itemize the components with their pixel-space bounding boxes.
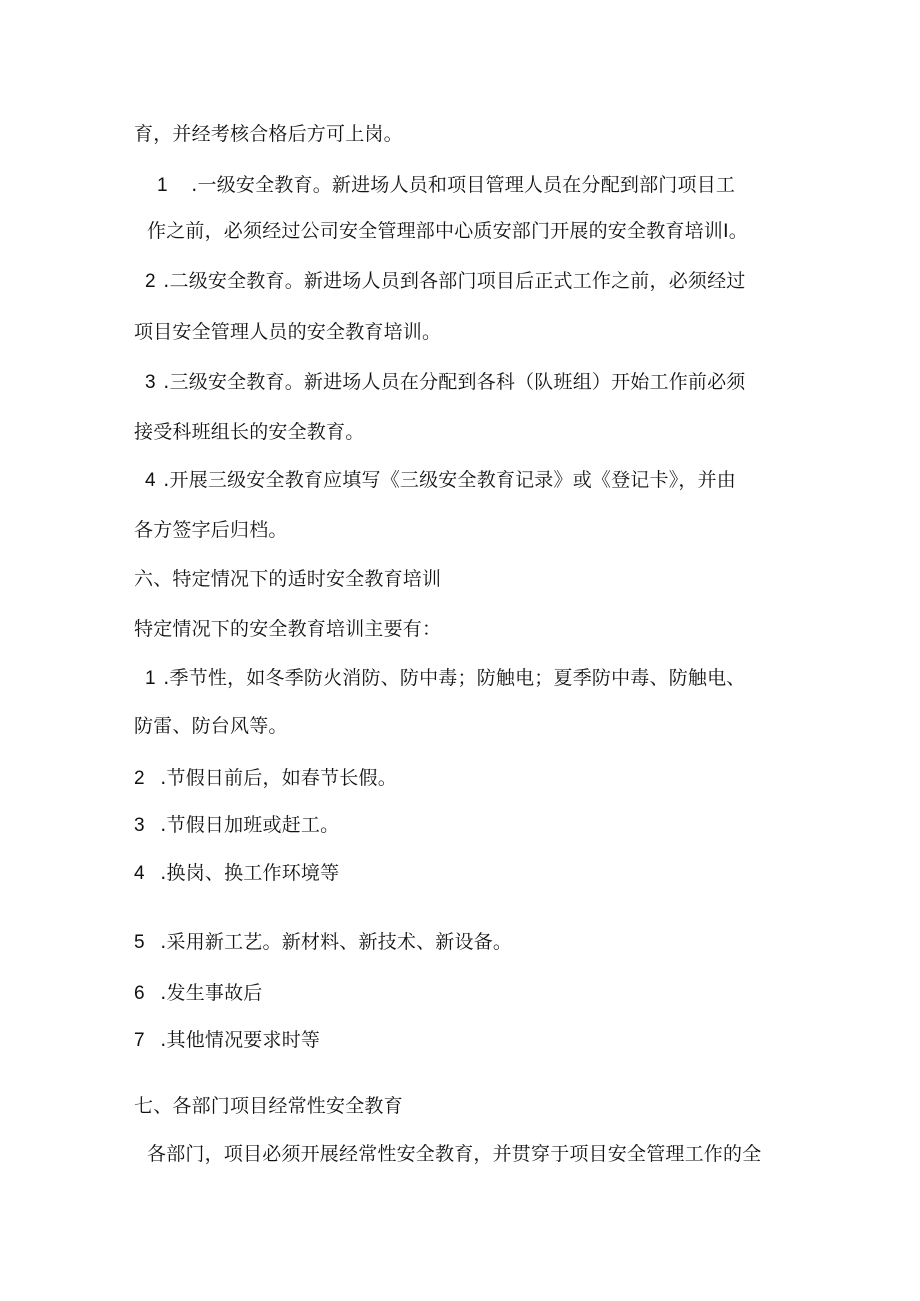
line-text: 作之前，必须经过公司安全管理部中心质安部门开展的安全教育培训I。 (147, 220, 749, 242)
section-heading (134, 1093, 403, 1119)
line-text: 育，并经考核合格后方可上岗。 (134, 123, 403, 145)
paragraph-line (134, 616, 441, 642)
paragraph-line (147, 218, 748, 244)
paragraph-line (134, 121, 403, 147)
line-text: .开展三级安全教育应填写《三级安全教育记录》或《登记卡》，并由 (163, 469, 736, 491)
line-text: 项目安全管理人员的安全教育培训。 (134, 321, 442, 343)
list-item-line (134, 765, 397, 792)
line-text: 防雷、防台风等。 (134, 715, 288, 737)
list-number: 7 (134, 1030, 145, 1051)
line-text: 各部门，项目必须开展经常性安全教育，并贯穿于项目安全管理工作的全 (147, 1143, 762, 1165)
line-text: .节假日加班或赶工。 (160, 814, 340, 836)
line-text: .三级安全教育。新进场人员在分配到各科（队班组）开始工作前必须 (163, 371, 746, 393)
line-text: .其他情况要求时等 (160, 1029, 321, 1051)
line-text: .换岗、换工作环境等 (160, 862, 340, 884)
list-number: 5 (134, 932, 145, 953)
paragraph-line (134, 419, 364, 445)
line-text: .一级安全教育。新进场人员和项目管理人员在分配到部门项目工 (191, 174, 736, 196)
list-item-line (145, 268, 746, 295)
list-number: 2 (134, 768, 145, 789)
list-number: 4 (134, 863, 145, 884)
list-item-line (134, 860, 339, 887)
list-item-line (145, 467, 736, 494)
list-item-line (134, 1027, 320, 1054)
line-text: 特定情况下的安全教育培训主要有： (134, 618, 442, 640)
list-number: 6 (134, 983, 145, 1004)
line-text: 各方签字后归档。 (134, 519, 288, 541)
line-text: .季节性，如冬季防火消防、防中毒；防触电；夏季防中毒、防触电、 (163, 667, 746, 689)
line-text: .发生事故后 (160, 982, 263, 1004)
line-text: 六、特定情况下的适时安全教育培训 (134, 568, 442, 590)
list-item-line (134, 929, 512, 956)
list-number: 2 (145, 271, 156, 292)
section-heading (134, 566, 441, 592)
paragraph-line (134, 517, 288, 543)
line-text: .节假日前后，如春节长假。 (160, 767, 397, 789)
list-item-line (145, 369, 746, 396)
line-text: 七、各部门项目经常性安全教育 (134, 1095, 403, 1117)
list-number: 3 (134, 815, 145, 836)
list-item-line (157, 172, 735, 199)
paragraph-line (134, 319, 441, 345)
line-text: .采用新工艺。新材料、新技术、新设备。 (160, 931, 513, 953)
list-number: 3 (145, 372, 156, 393)
paragraph-line (147, 1141, 761, 1167)
line-text: .二级安全教育。新进场人员到各部门项目后正式工作之前，必须经过 (163, 270, 746, 292)
line-text: 接受科班组长的安全教育。 (134, 421, 365, 443)
list-item-line (134, 812, 339, 839)
list-number: 4 (145, 470, 156, 491)
list-item-line (145, 665, 746, 692)
list-number: 1 (145, 668, 156, 689)
paragraph-line (134, 713, 288, 739)
list-number: 1 (157, 175, 168, 196)
list-item-line (134, 980, 263, 1007)
